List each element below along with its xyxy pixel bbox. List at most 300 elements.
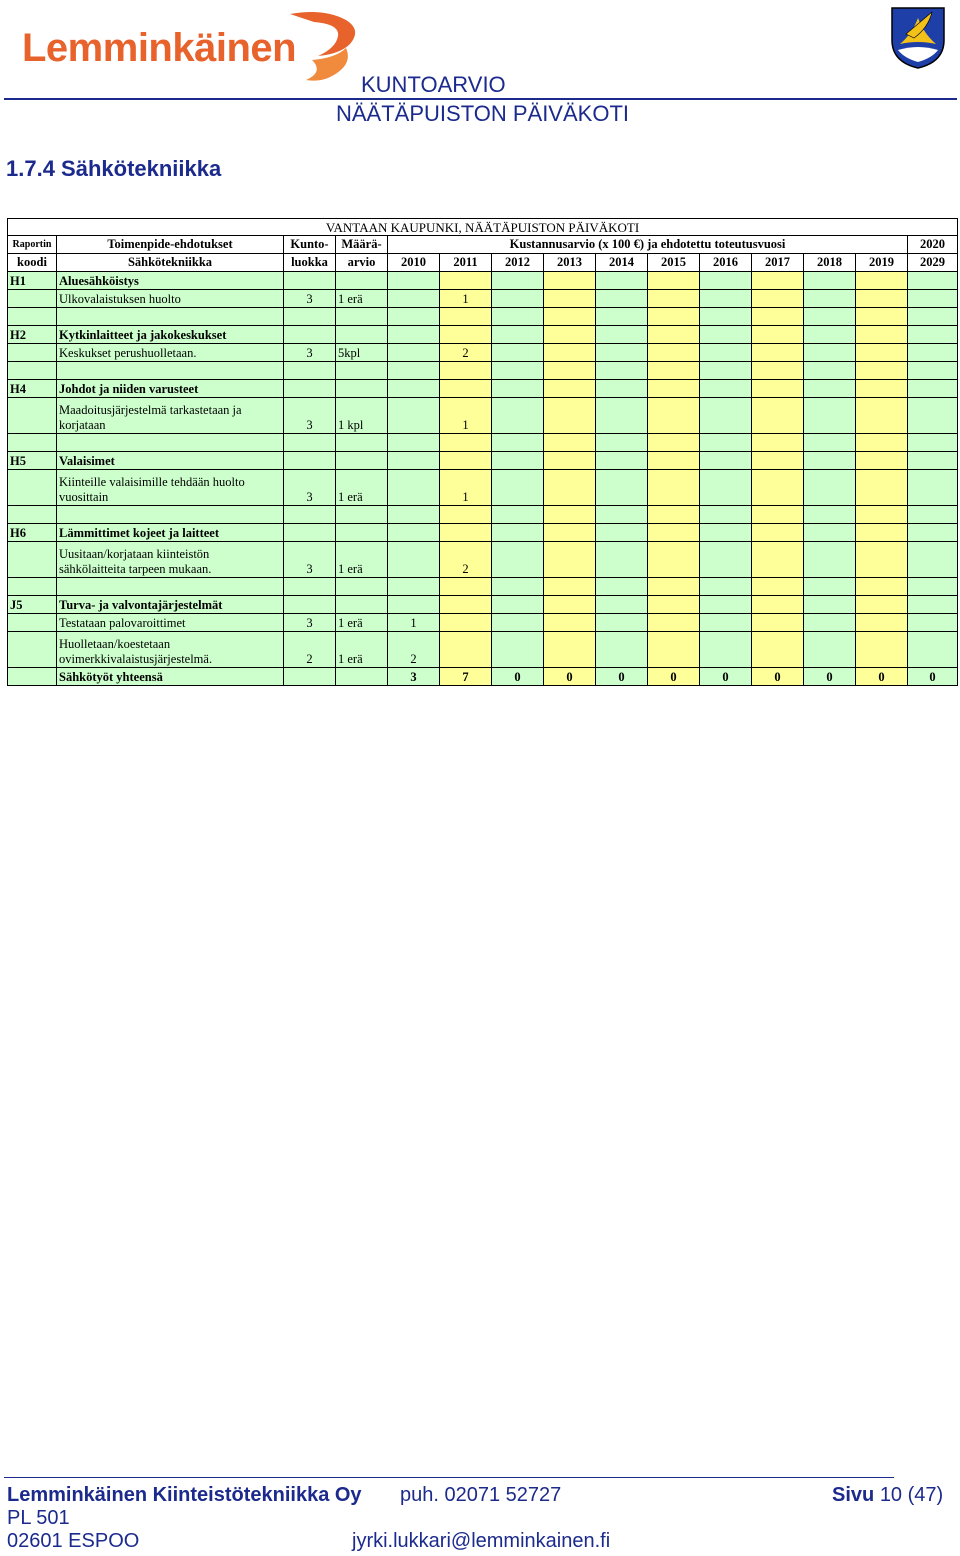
group-code: H6 (8, 524, 57, 542)
year-cell (856, 398, 908, 434)
year-cell (440, 614, 492, 632)
empty-cell (57, 362, 284, 380)
year-cell (804, 380, 856, 398)
header-maara-top: Määrä- (336, 236, 388, 254)
year-cell (856, 632, 908, 668)
year-cell (544, 632, 596, 668)
spacer-row (8, 434, 958, 452)
header-year: 2019 (856, 254, 908, 272)
item-row (8, 470, 958, 506)
year-cell (544, 578, 596, 596)
year-cell (908, 524, 958, 542)
item-description-line: ovimerkkivalaistusjärjestelmä. (59, 652, 213, 666)
year-cell (492, 398, 544, 434)
year-cell (804, 524, 856, 542)
year-cell (700, 272, 752, 290)
header-year: 2013 (544, 254, 596, 272)
year-cell (648, 542, 700, 578)
empty-cell (284, 362, 336, 380)
empty-cell (284, 524, 336, 542)
empty-cell (57, 506, 284, 524)
empty-cell (336, 668, 388, 686)
year-cell (388, 362, 440, 380)
year-cell (700, 434, 752, 452)
year-cell (700, 614, 752, 632)
footer-postal: 02601 ESPOO (7, 1530, 140, 1552)
year-cell (544, 506, 596, 524)
year-cell (648, 380, 700, 398)
year-cell (440, 506, 492, 524)
empty-cell (8, 470, 57, 506)
year-cell (856, 614, 908, 632)
total-value: 0 (648, 668, 700, 686)
year-cell (908, 578, 958, 596)
year-cell (752, 398, 804, 434)
year-cell (752, 524, 804, 542)
item-maara: 1 erä (336, 632, 388, 668)
header-last-top: 2020 (908, 236, 958, 254)
total-label: Sähkötyöt yhteensä (57, 668, 284, 686)
year-cell (648, 326, 700, 344)
item-description (57, 632, 284, 668)
empty-cell (284, 452, 336, 470)
year-cell (752, 470, 804, 506)
year-cell (804, 506, 856, 524)
item-maara: 1 erä (336, 290, 388, 308)
footer-page (832, 1484, 943, 1507)
table-caption: VANTAAN KAUPUNKI, NÄÄTÄPUISTON PÄIVÄKOTI (8, 219, 958, 236)
year-cell (856, 362, 908, 380)
item-description (57, 398, 284, 434)
year-cell (700, 596, 752, 614)
empty-cell (8, 398, 57, 434)
year-cell (388, 434, 440, 452)
header-raportin: Raportin (8, 236, 57, 254)
year-cell (596, 362, 648, 380)
group-row (8, 452, 958, 470)
year-cell (804, 362, 856, 380)
total-value: 7 (440, 668, 492, 686)
year-cell (700, 308, 752, 326)
year-cell (544, 290, 596, 308)
year-cell (752, 380, 804, 398)
year-cell (492, 308, 544, 326)
year-cell (752, 344, 804, 362)
year-cell (544, 614, 596, 632)
year-cell (544, 362, 596, 380)
group-title: Valaisimet (57, 452, 284, 470)
year-cell (388, 542, 440, 578)
year-cell (908, 398, 958, 434)
year-cell (700, 632, 752, 668)
empty-cell (57, 578, 284, 596)
year-cell (440, 524, 492, 542)
year-cell (440, 434, 492, 452)
year-cell (544, 470, 596, 506)
empty-cell (8, 632, 57, 668)
year-cell (596, 632, 648, 668)
header-kunto-top: Kunto- (284, 236, 336, 254)
year-cell (908, 632, 958, 668)
item-row (8, 614, 958, 632)
year-cell (544, 596, 596, 614)
year-cell (440, 272, 492, 290)
year-cell (804, 614, 856, 632)
footer-phone: puh. 02071 52727 (400, 1484, 562, 1506)
empty-cell (284, 272, 336, 290)
year-cell (596, 506, 648, 524)
total-value: 0 (492, 668, 544, 686)
year-cell (492, 506, 544, 524)
year-cell (804, 632, 856, 668)
year-cell (492, 470, 544, 506)
empty-cell (336, 524, 388, 542)
empty-cell (284, 668, 336, 686)
year-cell (440, 452, 492, 470)
item-description-line: vuosittain (59, 490, 109, 504)
year-cell (752, 614, 804, 632)
year-cell (596, 344, 648, 362)
empty-cell (8, 344, 57, 362)
year-cell (908, 506, 958, 524)
item-maara: 1 erä (336, 470, 388, 506)
empty-cell (336, 362, 388, 380)
group-title: Turva- ja valvontajärjestelmät (57, 596, 284, 614)
year-cell (700, 506, 752, 524)
item-row (8, 542, 958, 578)
year-cell (856, 524, 908, 542)
item-kunto: 3 (284, 290, 336, 308)
year-cell (388, 470, 440, 506)
empty-cell (8, 614, 57, 632)
year-cell (856, 596, 908, 614)
year-cell (648, 452, 700, 470)
year-cell (752, 452, 804, 470)
title-line-1: KUNTOARVIO (361, 72, 506, 97)
year-cell (544, 452, 596, 470)
total-value: 0 (908, 668, 958, 686)
year-cell (908, 308, 958, 326)
empty-cell (336, 326, 388, 344)
year-cell (596, 398, 648, 434)
year-cell (856, 380, 908, 398)
header-kustannus: Kustannusarvio (x 100 €) ja ehdotettu toteutusvuosi (388, 236, 908, 254)
year-cell (752, 434, 804, 452)
year-cell (804, 398, 856, 434)
item-description-line: Testataan palovaroittimet (59, 616, 186, 630)
total-row (8, 668, 958, 686)
header-year: 2010 (388, 254, 440, 272)
year-cell (648, 344, 700, 362)
year-cell (752, 308, 804, 326)
item-kunto: 3 (284, 398, 336, 434)
year-cell (804, 470, 856, 506)
year-cell (544, 308, 596, 326)
year-cell (648, 308, 700, 326)
year-cell (700, 380, 752, 398)
item-description (57, 290, 284, 308)
year-cell (648, 434, 700, 452)
year-cell (596, 290, 648, 308)
item-description-line: Huolletaan/koestetaan (59, 637, 171, 651)
header-last-bottom: 2029 (908, 254, 958, 272)
year-cell (700, 290, 752, 308)
year-cell (388, 524, 440, 542)
year-cell (440, 380, 492, 398)
empty-cell (336, 596, 388, 614)
empty-cell (336, 380, 388, 398)
title-line-2: NÄÄTÄPUISTON PÄIVÄKOTI (336, 101, 629, 126)
year-cell (492, 380, 544, 398)
year-cell (388, 272, 440, 290)
year-cell (648, 272, 700, 290)
year-cell (752, 362, 804, 380)
year-cell (908, 326, 958, 344)
year-cell (440, 362, 492, 380)
year-cell (856, 290, 908, 308)
year-cell (648, 596, 700, 614)
year-cell (804, 290, 856, 308)
empty-cell (336, 578, 388, 596)
empty-cell (57, 434, 284, 452)
footer-page-label: Sivu (832, 1484, 875, 1506)
item-description-line: sähkölaitteita tarpeen mukaan. (59, 562, 212, 576)
header-koodi: koodi (8, 254, 57, 272)
year-cell (440, 326, 492, 344)
empty-cell (284, 326, 336, 344)
year-cell (908, 470, 958, 506)
year-cell (492, 596, 544, 614)
empty-cell (336, 308, 388, 326)
year-value-cell: 2 (388, 632, 440, 668)
item-kunto: 2 (284, 632, 336, 668)
empty-cell (8, 434, 57, 452)
spacer-row (8, 506, 958, 524)
year-cell (544, 380, 596, 398)
header-year: 2012 (492, 254, 544, 272)
year-cell (440, 578, 492, 596)
group-row (8, 272, 958, 290)
year-cell (440, 308, 492, 326)
group-row (8, 524, 958, 542)
year-cell (648, 578, 700, 596)
group-code: J5 (8, 596, 57, 614)
year-cell (804, 452, 856, 470)
year-cell (752, 596, 804, 614)
year-cell (648, 614, 700, 632)
year-cell (908, 434, 958, 452)
year-cell (804, 344, 856, 362)
year-cell (440, 632, 492, 668)
year-cell (752, 290, 804, 308)
year-cell (856, 434, 908, 452)
item-row (8, 398, 958, 434)
year-value-cell: 1 (440, 470, 492, 506)
header-year: 2018 (804, 254, 856, 272)
item-maara: 1 erä (336, 542, 388, 578)
item-description-line: Keskukset perushuolletaan. (59, 346, 197, 360)
year-cell (648, 524, 700, 542)
year-cell (492, 632, 544, 668)
empty-cell (336, 434, 388, 452)
footer-page-number: 10 (47) (879, 1484, 944, 1506)
item-row (8, 344, 958, 362)
year-cell (388, 326, 440, 344)
year-cell (804, 326, 856, 344)
spacer-row (8, 578, 958, 596)
year-value-cell: 1 (440, 290, 492, 308)
year-cell (648, 398, 700, 434)
year-cell (752, 272, 804, 290)
year-cell (596, 308, 648, 326)
empty-cell (336, 506, 388, 524)
item-kunto: 3 (284, 470, 336, 506)
year-cell (596, 434, 648, 452)
empty-cell (8, 308, 57, 326)
year-cell (648, 290, 700, 308)
group-code: H5 (8, 452, 57, 470)
item-description-line: Ulkovalaistuksen huolto (59, 292, 181, 306)
year-cell (856, 470, 908, 506)
header-year: 2017 (752, 254, 804, 272)
item-kunto: 3 (284, 614, 336, 632)
year-cell (492, 452, 544, 470)
year-cell (804, 542, 856, 578)
footer-divider (4, 1477, 894, 1478)
header-year: 2016 (700, 254, 752, 272)
year-cell (700, 470, 752, 506)
year-cell (752, 578, 804, 596)
year-cell (492, 434, 544, 452)
group-title: Johdot ja niiden varusteet (57, 380, 284, 398)
year-cell (544, 344, 596, 362)
empty-cell (284, 434, 336, 452)
footer-box: PL 501 (7, 1507, 70, 1529)
year-cell (492, 524, 544, 542)
year-cell (700, 398, 752, 434)
year-cell (700, 578, 752, 596)
year-cell (700, 362, 752, 380)
year-cell (596, 272, 648, 290)
year-cell (596, 470, 648, 506)
year-cell (388, 506, 440, 524)
year-cell (440, 596, 492, 614)
total-value: 0 (804, 668, 856, 686)
year-cell (544, 398, 596, 434)
year-cell (700, 326, 752, 344)
empty-cell (8, 290, 57, 308)
cost-estimate-table (7, 218, 958, 686)
year-cell (908, 542, 958, 578)
empty-cell (284, 380, 336, 398)
total-value: 0 (596, 668, 648, 686)
year-cell (492, 614, 544, 632)
empty-cell (284, 308, 336, 326)
header-divider (4, 98, 957, 100)
year-cell (908, 596, 958, 614)
year-cell (804, 308, 856, 326)
year-cell (908, 344, 958, 362)
group-row (8, 596, 958, 614)
header-year: 2011 (440, 254, 492, 272)
year-cell (596, 578, 648, 596)
empty-cell (8, 362, 57, 380)
item-description (57, 542, 284, 578)
empty-cell (8, 542, 57, 578)
group-code: H4 (8, 380, 57, 398)
group-row (8, 380, 958, 398)
group-title: Kytkinlaitteet ja jakokeskukset (57, 326, 284, 344)
year-cell (596, 596, 648, 614)
item-description-line: Maadoitusjärjestelmä tarkastetaan ja (59, 403, 242, 417)
year-cell (596, 326, 648, 344)
total-value: 0 (544, 668, 596, 686)
year-cell (804, 434, 856, 452)
total-value: 3 (388, 668, 440, 686)
year-cell (804, 578, 856, 596)
item-description (57, 344, 284, 362)
year-cell (544, 326, 596, 344)
section-title: 1.7.4 Sähkötekniikka (6, 156, 222, 181)
footer-email: jyrki.lukkari@lemminkainen.fi (352, 1530, 611, 1552)
year-cell (908, 290, 958, 308)
year-cell (492, 542, 544, 578)
year-cell (648, 362, 700, 380)
empty-cell (284, 506, 336, 524)
year-cell (700, 452, 752, 470)
year-cell (388, 398, 440, 434)
group-title: Aluesähköistys (57, 272, 284, 290)
year-cell (492, 362, 544, 380)
year-cell (648, 632, 700, 668)
empty-cell (57, 308, 284, 326)
year-cell (908, 452, 958, 470)
year-cell (856, 272, 908, 290)
year-cell (544, 434, 596, 452)
header-kunto-bottom: luokka (284, 254, 336, 272)
header-toimenpide: Toimenpide-ehdotukset (57, 236, 284, 254)
year-cell (752, 506, 804, 524)
year-cell (596, 380, 648, 398)
year-cell (752, 326, 804, 344)
group-code: H2 (8, 326, 57, 344)
item-description-line: Kiinteille valaisimille tehdään huolto (59, 475, 245, 489)
year-cell (856, 344, 908, 362)
item-description-line: Uusitaan/korjataan kiinteistön (59, 547, 210, 561)
item-kunto: 3 (284, 344, 336, 362)
item-maara: 1 kpl (336, 398, 388, 434)
empty-cell (336, 452, 388, 470)
year-cell (388, 578, 440, 596)
item-maara: 5kpl (336, 344, 388, 362)
year-cell (388, 452, 440, 470)
total-value: 0 (700, 668, 752, 686)
year-cell (596, 452, 648, 470)
year-cell (856, 506, 908, 524)
year-cell (752, 632, 804, 668)
year-cell (856, 578, 908, 596)
year-cell (544, 524, 596, 542)
year-cell (596, 614, 648, 632)
item-description (57, 470, 284, 506)
year-value-cell: 2 (440, 344, 492, 362)
year-cell (596, 524, 648, 542)
year-value-cell: 2 (440, 542, 492, 578)
empty-cell (8, 578, 57, 596)
year-cell (856, 452, 908, 470)
empty-cell (336, 272, 388, 290)
header-year: 2014 (596, 254, 648, 272)
